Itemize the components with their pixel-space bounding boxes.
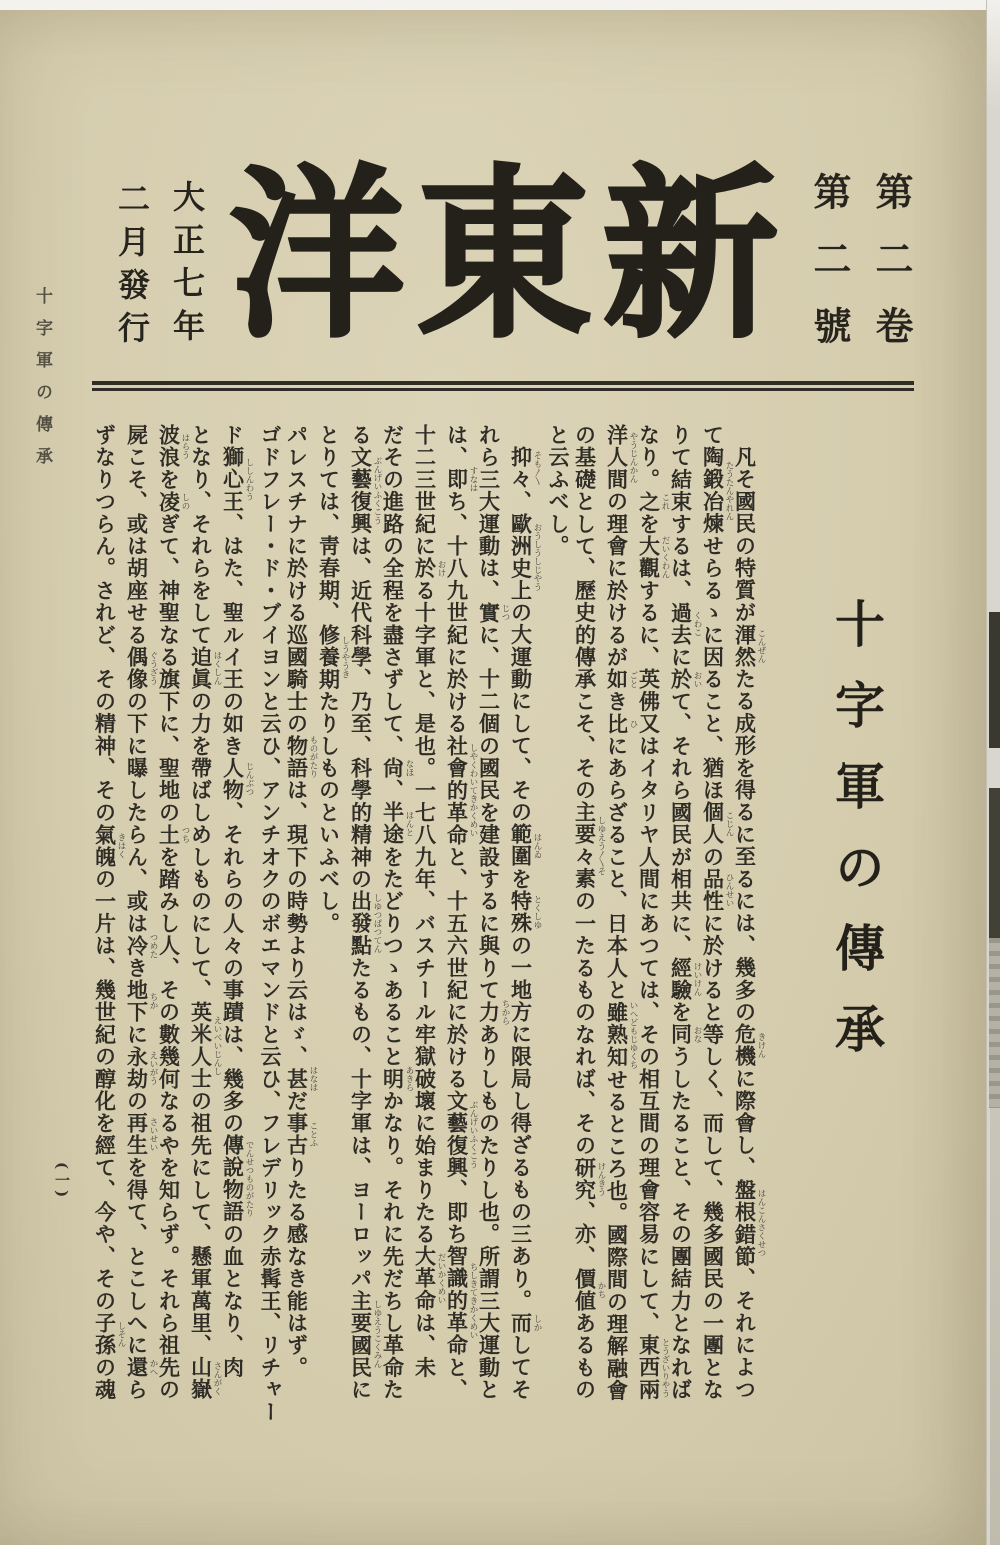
furigana-annotated-word: 獅心王ししんわう [220,446,254,513]
furigana-annotated-word: 洋人間やうじんかん [604,424,638,491]
furigana-annotated-word: 尙なほ [380,757,414,780]
furigana-annotated-word: 文藝復興ぶんげいふくこう [444,1090,478,1179]
article-title: 十字軍の傳承 [827,598,886,1084]
issue-number-label: 第二號 [807,172,852,373]
facing-page-edge [986,0,1000,1545]
furigana-annotated-word: 抑々そも〳〵 [508,446,542,491]
furigana-annotated-word: 物語ものがたり [284,734,318,780]
furigana-annotated-word: 盤根錯節はんこんさくせつ [732,1178,766,1268]
furigana-annotated-word: 範圍はんゐ [508,823,542,868]
furigana-annotated-word: 大革命だいかくめい [412,1245,446,1313]
body-text-column: となり、それらをして迫眞はくしんの力を帶ばしめしものにして、英米人士えいべいじんしの祖先にして、懸軍萬里、山嶽さんがく [188,424,222,1401]
furigana-annotated-word: 傳說物語でんせつものがたり [220,1134,254,1224]
furigana-annotated-word: 半途はんと [380,801,414,846]
margin-running-title: 十字軍の傳承 [32,287,52,479]
publication-date-era: 大正七年 [168,180,206,352]
furigana-annotated-word: 實じつ [476,601,510,624]
furigana-annotated-word: 冷つめた [124,932,158,959]
body-text-column: りて結束するは、過去くわこに於おいて、それら國民が相共に、經驗けいけんを同おなうしたること、その團結力となれば [668,424,702,1401]
body-text-column: パレスチナに於ける巡國騎士の物語ものがたりは、現下の時勢より云はゞ、甚はなはだ事古ことふりたる感なき能はず。 [284,424,318,1379]
furigana-annotated-word: 大觀だいくわん [636,535,670,580]
scan-top-edge [0,0,1000,10]
body-text-column: 十二三世紀に於おける十字軍と、是也。一七八九年、バスチール牢獄破壞に始まりたる大革命だいかくめいは、未 [412,424,446,1379]
volume-label: 第二卷 [869,172,914,373]
body-text-column: 波浪はらうを凌しのぎて、神聖なる旗下に、聖地の土つちを踏みし人、その數幾何なるやを知らず。それら祖先の [156,424,190,1401]
body-text-column: は、即すなはち、十八九世紀に於ける社會的革命しやくわいてきかくめいと、十五六世紀に於ける文藝復興ぶんげいふくこう、即ち智識的革命ちしきてきかくめいと、 [444,424,478,1401]
furigana-annotated-word: 土つち [156,823,190,846]
furigana-annotated-word: 個人こじん [700,801,734,846]
furigana-annotated-word: 主要々素しゆえう〳〵そ [572,801,606,891]
furigana-annotated-word: 智識的革命ちしきてきかくめい [444,1245,478,1357]
furigana-annotated-word: 氣魄きはく [92,823,126,869]
article-body [94,424,766,1442]
furigana-annotated-word: 品性ひんせい [700,868,734,913]
furigana-annotated-word: 凌しの [156,490,190,513]
furigana-annotated-word: 事古ことふ [284,1112,318,1157]
publication-date-month: 二月發行 [113,182,151,354]
furigana-annotated-word: 偶像ぐうざう [124,646,158,691]
facing-page-print-speckle [989,938,1000,1108]
body-text-column: て陶鍛冶煉たうたんやれんせらるゝに因ること、猶ほ個人こじんの品性ひんせいに於けると等しく、而して、幾多國民の一團とな [700,424,734,1401]
masthead-character: 洋 [230,147,405,363]
furigana-annotated-word: 陶鍛冶煉たうたんやれん [700,446,734,536]
furigana-annotated-word: 如ごと [604,668,638,691]
furigana-annotated-word: 渾然こんぜん [732,623,766,669]
furigana-annotated-word: 甚はなは [284,1066,318,1092]
furigana-annotated-word: 還かへ [124,1356,158,1379]
furigana-annotated-word: 主要國民しゆえうこくみん [348,1289,382,1379]
body-text-column: 凡そ國民の特質が渾然こんぜんたる成形を得るに至るには、幾多の危機きけんに際會し、盤根錯節はんこんさくせつ、それによつ [732,446,766,1401]
masthead-title [230,140,778,370]
body-text-column: とりては、靑春期、修養期しうやうきたりしものといふべし。 [316,424,350,935]
furigana-annotated-word: 永劫えいがう [124,1045,158,1091]
furigana-annotated-word: 社會的革命しやくわいてきかくめい [444,734,478,846]
furigana-annotated-word: 同おな [668,1023,702,1046]
body-text-column: ド獅心王ししんわう、はた、聖ルイ王の如き人物じんぶつ、それらの人々の事蹟は、幾多の傳說物語でんせつものがたりの血となり、肉 [220,424,254,1379]
body-text-column: る文藝復興ぶんげいふくこうは、近代科學、乃至、科學的精神の出發點しゆつぱつてんたるもの、十字軍は、ヨーロッパ主要國民しゆえうこくみんに [348,424,382,1401]
furigana-annotated-word: 經驗けいけん [668,956,702,1002]
furigana-annotated-word: 過去くわこ [668,601,702,647]
furigana-annotated-word: 特殊とくしゆ [508,890,542,935]
furigana-annotated-word: 山嶽さんがく [188,1356,222,1401]
furigana-annotated-word: 波浪はらう [156,424,190,469]
body-text-column: 洋人間やうじんかんの理會に於けるが如ごとき比ひにあらざること、日本人と雖熟知いへどもじゆくちせるところ也。國際間の理解融會 [604,424,638,1402]
furigana-annotated-word: 力ちから [476,999,510,1026]
furigana-annotated-word: 迫眞はくしん [188,646,222,691]
furigana-annotated-word: 即すなは [444,466,478,493]
body-text-column: の基礎として、歷史的傳承こそ、その主要々素しゆえう〳〵その一たるものなれば、その研究けんきう、亦、價値かちあるもの [572,424,606,1401]
furigana-annotated-word: 之これ [636,490,670,513]
furigana-annotated-word: 人物じんぶつ [220,757,254,802]
masthead-character: 東 [416,147,592,363]
furigana-annotated-word: 東西兩とうざいりやう [636,1334,670,1401]
body-text-column: 屍こそ、或は胡座せる偶像ぐうざうの下に曝したらん、或は冷つめたき地下ちかに永劫えいがうの再生さいせいを得て、とこしへに還かへら [124,424,158,1401]
furigana-annotated-word: 於おい [668,668,702,691]
furigana-annotated-word: 英米人士えいべいじんし [188,1001,222,1091]
furigana-annotated-word: 歐洲史上おうしうしじやう [508,512,542,602]
furigana-annotated-word: 雖熟知いへどもじゆくち [604,1001,638,1070]
page-number: (一) [53,1162,71,1201]
body-text-column: 抑々そも〳〵、歐洲史上おうしうしじやうの大運動にして、その範圍はんゐを特殊とくしゆの一地方に限局し得ざるもの三あり。而しかしてそ [508,446,542,1401]
furigana-annotated-word: 出發點しゆつぱつてん [348,890,382,957]
body-text-column: ゴドフレー・ド・ブイヨンと云ひ、アンチオクのボエマンドと云ひ、フレデリック赤髯王、リチャー [258,424,283,1423]
body-text-column: れら三大運動は、實じつに、十二個の國民を建設するに與りて力ちからありしものたりし也。所謂三大運動と [476,424,510,1401]
masthead-character: 新 [603,147,778,363]
magazine-page-paper [0,10,986,1545]
furigana-annotated-word: 再生さいせい [124,1112,158,1157]
furigana-annotated-word: 明あきら [380,1066,414,1092]
facing-page-print-block [989,612,1000,748]
body-text-column: と云ふべし。 [546,424,571,558]
facing-page-paper-edge [990,1108,1000,1545]
body-text-column: だその進路の全程を盡さずして、尙なほ、半途はんとをたどりつゝあること明あきらかなり。それに先だちし革命た [380,424,414,1401]
furigana-annotated-word: 研究けんきう [572,1156,606,1202]
body-text-column: なり。之これを大觀だいくわんするに、英佛又はイタリヤ人間にあつては、その相互間の理會容易にして、東西兩とうざいりやう [636,424,670,1401]
furigana-annotated-word: 子孫しそん [92,1312,126,1357]
header-divider-rule [92,381,914,391]
furigana-annotated-word: 修養期しうやうき [316,623,350,691]
furigana-annotated-word: 文藝復興ぶんげいふくこう [348,446,382,536]
facing-page-print-block [989,788,1000,938]
furigana-annotated-word: 而しか [508,1311,542,1335]
body-text-column: ずなりつらん。されど、その精神、その氣魄きはくの一片は、幾世紀の醇化を經て、今や、その子孫しそんの魂 [92,424,126,1401]
furigana-annotated-word: 於おけ [412,557,446,580]
furigana-annotated-word: 比ひ [604,712,638,735]
furigana-annotated-word: 地下ちか [124,979,158,1024]
furigana-annotated-word: 危機きけん [732,1023,766,1068]
furigana-annotated-word: 價値かち [572,1267,606,1313]
